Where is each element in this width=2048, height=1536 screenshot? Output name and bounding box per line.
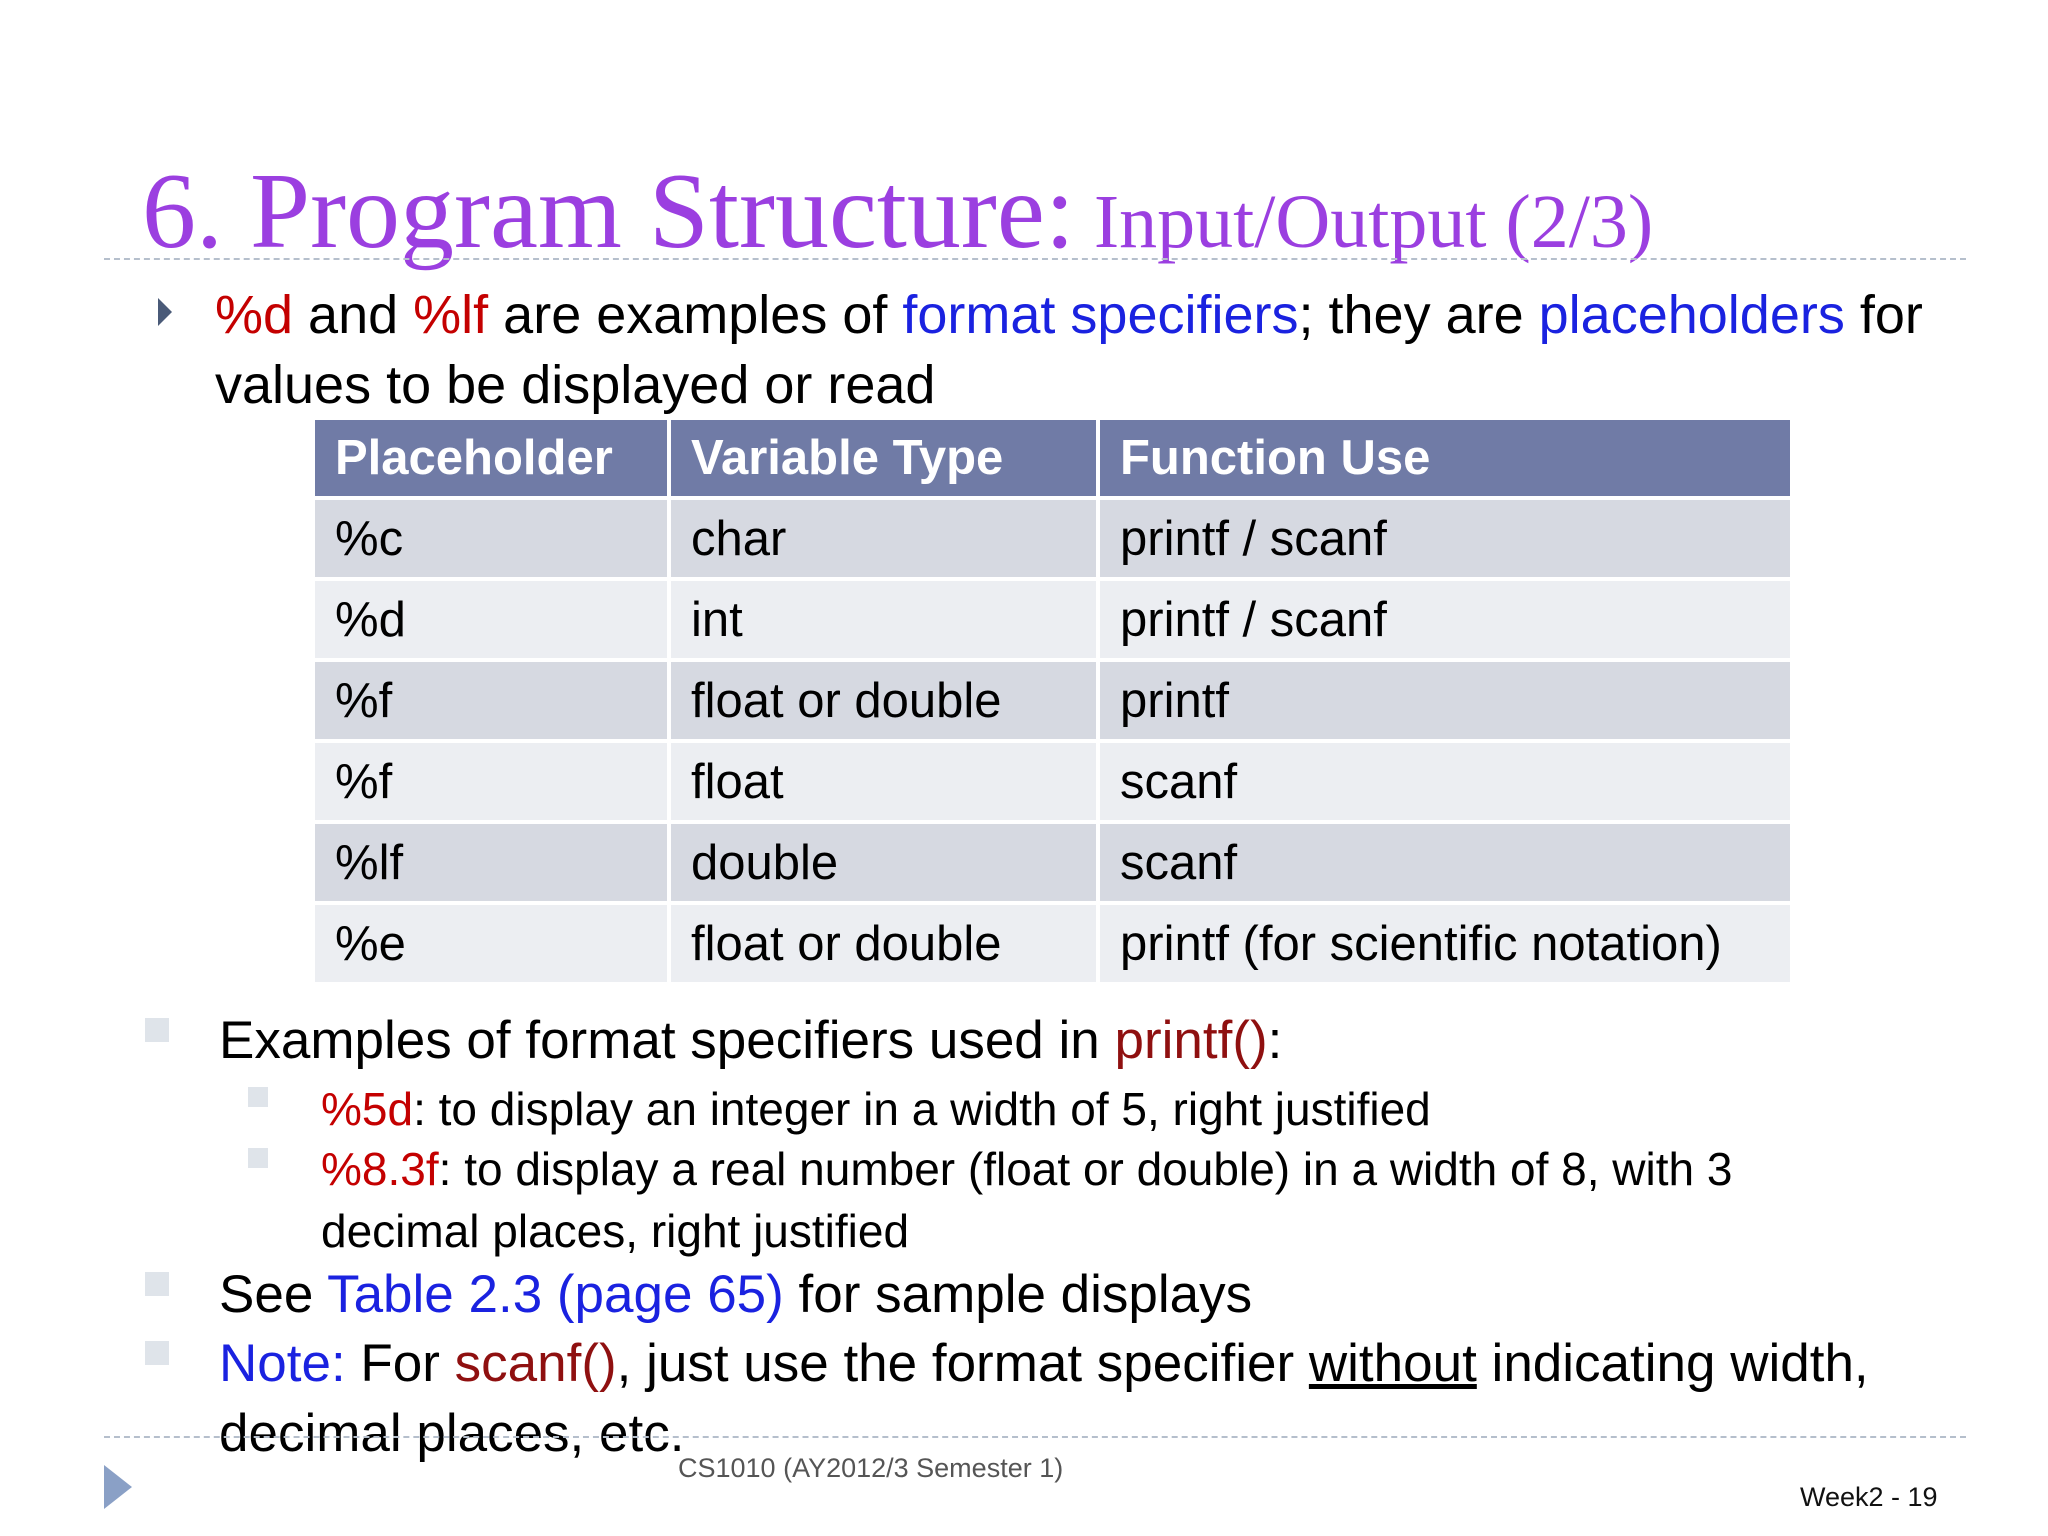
bullet-square-icon xyxy=(145,1341,169,1365)
bullet-square-icon xyxy=(145,1018,169,1042)
spec-lf: %lf xyxy=(413,285,489,345)
slide-title-main: 6. Program Structure: xyxy=(142,152,1075,271)
table-row xyxy=(315,500,1790,577)
top-divider xyxy=(104,258,1966,260)
cell-function-use: printf / scanf xyxy=(1100,581,1790,658)
cell-variable-type: float or double xyxy=(671,662,1096,739)
sub-bullet-8-3f: %8.3f: to display a real number (float or double) in a width of 8, with 3 xyxy=(321,1143,1733,1195)
bullet-note-cont: decimal places, etc. xyxy=(219,1404,685,1463)
term-format-specifiers: format specifiers xyxy=(902,285,1299,345)
cell-function-use: printf xyxy=(1100,662,1790,739)
cell-variable-type: float xyxy=(671,743,1096,820)
header-variable-type: Variable Type xyxy=(671,420,1096,496)
code-5d: %5d xyxy=(321,1083,414,1135)
table-row xyxy=(315,824,1790,901)
note-label: Note: xyxy=(219,1334,346,1393)
slide-title-sub: Input/Output (2/3) xyxy=(1074,180,1654,264)
cell-variable-type: float or double xyxy=(671,905,1096,982)
bottom-divider xyxy=(104,1436,1966,1438)
cell-function-use: scanf xyxy=(1100,743,1790,820)
cell-variable-type: char xyxy=(671,500,1096,577)
cell-placeholder: %f xyxy=(315,662,667,739)
cell-variable-type: double xyxy=(671,824,1096,901)
slide-title xyxy=(142,150,1653,274)
table-row xyxy=(315,581,1790,658)
spec-d: %d xyxy=(215,285,294,345)
cell-function-use: printf (for scientific notation) xyxy=(1100,905,1790,982)
bullet-format-specifiers: %d and %lf are examples of format specifiers; they are placeholders for values to be displayed or read xyxy=(215,285,1923,415)
bullet-note: Note: For scanf(), just use the format specifier without indicating width, xyxy=(219,1334,1869,1393)
cell-placeholder: %f xyxy=(315,743,667,820)
cell-function-use: scanf xyxy=(1100,824,1790,901)
bullet-see-table: See Table 2.3 (page 65) for sample displays xyxy=(219,1265,1253,1324)
bullet-square-icon xyxy=(145,1272,169,1296)
footer-course: CS1010 (AY2012/3 Semester 1) xyxy=(678,1453,1064,1483)
header-function-use: Function Use xyxy=(1100,420,1790,496)
table-row xyxy=(315,905,1790,982)
table-row xyxy=(315,743,1790,820)
table-reference: Table 2.3 (page 65) xyxy=(327,1265,784,1324)
code-8-3f: %8.3f xyxy=(321,1143,439,1195)
sub-bullet-5d: %5d: to display an integer in a width of 5, right justified xyxy=(321,1083,1431,1135)
cell-placeholder: %lf xyxy=(315,824,667,901)
next-slide-arrow-icon[interactable] xyxy=(104,1465,132,1509)
sub-bullet-8-3f-cont: decimal places, right justified xyxy=(321,1205,910,1257)
sub-bullet-square-icon xyxy=(248,1087,268,1107)
cell-function-use: printf / scanf xyxy=(1100,500,1790,577)
bullet-printf-examples: Examples of format specifiers used in printf(): xyxy=(219,1011,1283,1070)
cell-placeholder: %e xyxy=(315,905,667,982)
sub-bullet-square-icon xyxy=(248,1148,268,1168)
code-printf: printf() xyxy=(1114,1011,1268,1070)
cell-placeholder: %d xyxy=(315,581,667,658)
cell-placeholder: %c xyxy=(315,500,667,577)
table-header-row xyxy=(315,420,1790,496)
table-row xyxy=(315,662,1790,739)
header-placeholder: Placeholder xyxy=(315,420,667,496)
footer-page-number: Week2 - 19 xyxy=(1800,1482,1938,1512)
placeholder-table xyxy=(311,416,1794,986)
bullet-arrow-icon xyxy=(158,298,172,326)
code-scanf: scanf() xyxy=(454,1334,617,1393)
term-placeholders: placeholders xyxy=(1538,285,1845,345)
underlined-without: without xyxy=(1308,1334,1477,1393)
cell-variable-type: int xyxy=(671,581,1096,658)
